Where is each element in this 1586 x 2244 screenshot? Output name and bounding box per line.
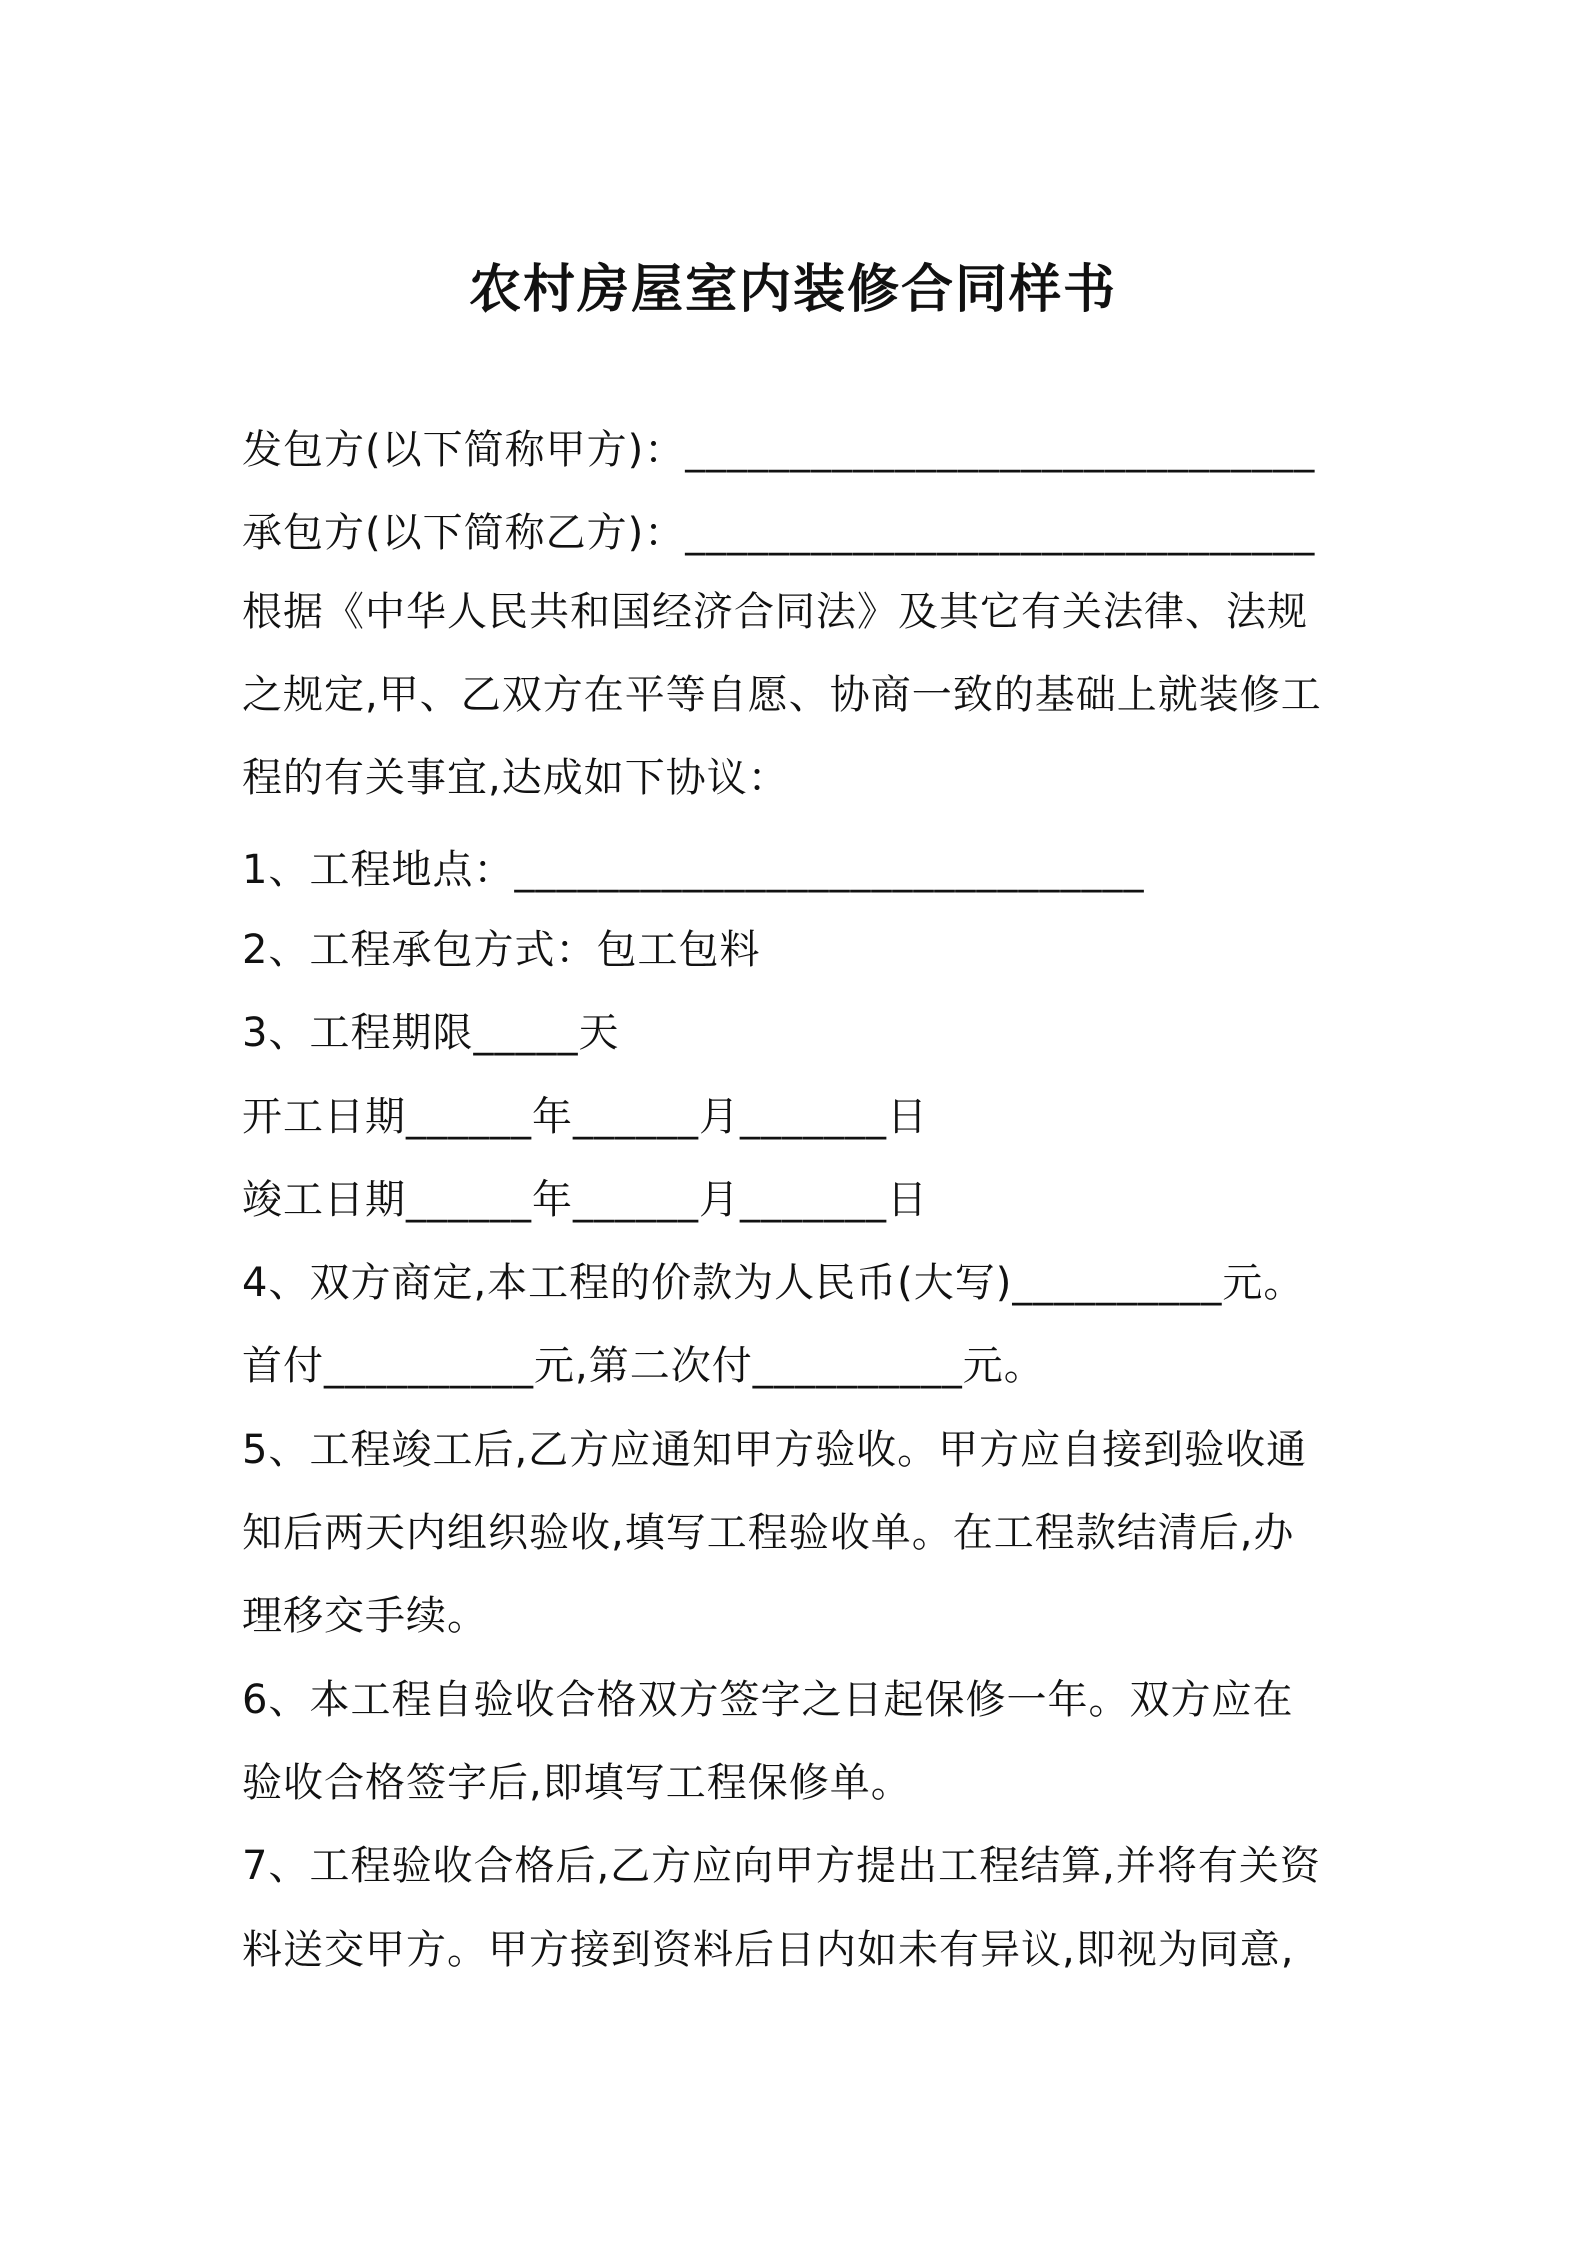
- clause-5-line-2: 知后两天内组织验收,填写工程验收单。在工程款结清后,办: [242, 1510, 1295, 1556]
- payment-schedule-line: 首付__________元,第二次付__________元。: [242, 1343, 1045, 1389]
- clause-3-duration: 3、工程期限_____天: [242, 1010, 620, 1056]
- party-b-line: 承包方(以下简称乙方)：______________________________: [242, 510, 1316, 556]
- preamble-line-3: 程的有关事宜,达成如下协议：: [242, 755, 789, 801]
- party-a-line: 发包方(以下简称甲方)：______________________________: [242, 427, 1316, 473]
- clause-7-line-2: 料送交甲方。甲方接到资料后日内如未有异议,即视为同意,: [242, 1927, 1295, 1973]
- preamble-line-1: 根据《中华人民共和国经济合同法》及其它有关法律、法规: [242, 589, 1308, 635]
- preamble-line-2: 之规定,甲、乙双方在平等自愿、协商一致的基础上就装修工: [242, 672, 1322, 718]
- clause-6-line-1: 6、本工程自验收合格双方签字之日起保修一年。双方应在: [242, 1677, 1294, 1723]
- clause-1-location: 1、工程地点：______________________________: [242, 847, 1145, 893]
- completion-date-line: 竣工日期______年______月_______日: [242, 1177, 928, 1223]
- clause-6-line-2: 验收合格签字后,即填写工程保修单。: [242, 1760, 912, 1806]
- clause-2-contract-method: 2、工程承包方式：包工包料: [242, 927, 761, 973]
- clause-7-line-1: 7、工程验收合格后,乙方应向甲方提出工程结算,并将有关资: [242, 1843, 1321, 1889]
- clause-5-line-3: 理移交手续。: [242, 1593, 488, 1639]
- clause-5-line-1: 5、工程竣工后,乙方应通知甲方验收。甲方应自接到验收通: [242, 1427, 1308, 1473]
- clause-4-price: 4、双方商定,本工程的价款为人民币(大写)__________元。: [242, 1260, 1305, 1306]
- start-date-line: 开工日期______年______月_______日: [242, 1094, 928, 1140]
- document-title: 农村房屋室内装修合同样书: [468, 260, 1117, 320]
